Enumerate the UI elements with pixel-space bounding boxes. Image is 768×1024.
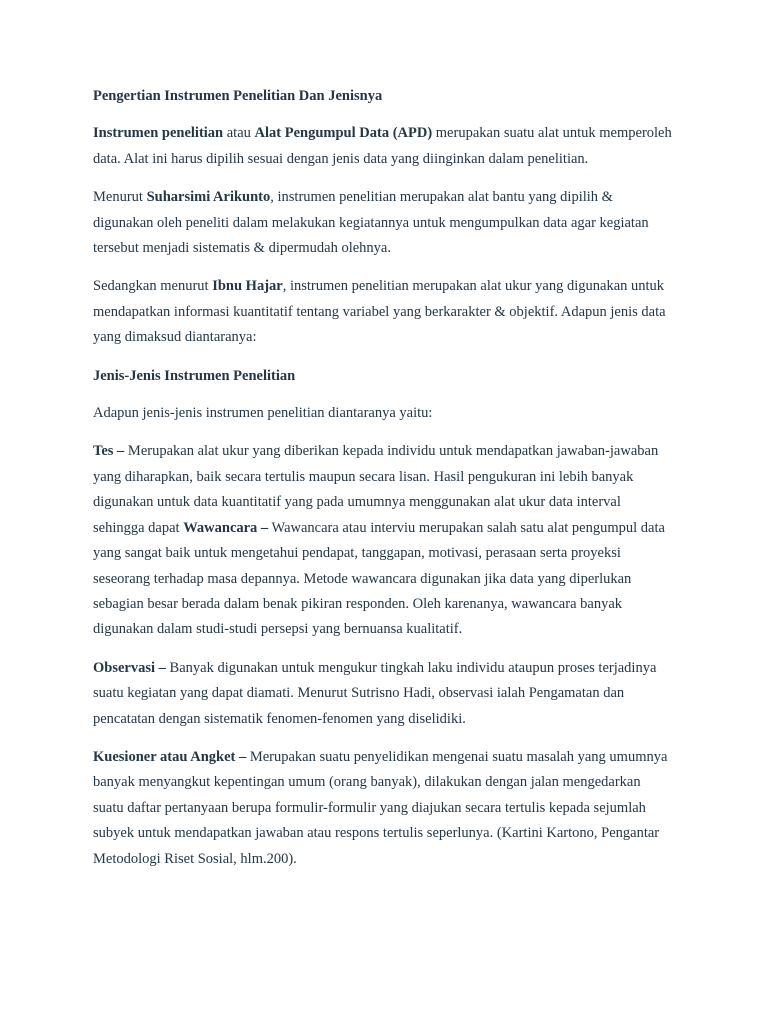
paragraph-text: , instrumen penelitian merupakan alat bantu yang dipilih & digunakan oleh peneliti dalam melakukan kegiatannya untuk mengumpulkan data agar kegiatan tersebut menjadi sistematis & dipermudah olehnya. (93, 189, 649, 257)
term-kuesioner: Kuesioner atau Angket – (93, 748, 247, 765)
paragraph-text: , instrumen penelitian merupakan alat ukur yang digunakan untuk mendapatkan informasi kuantitatif tentang variabel yang berkarakter & objektif. Adapun jenis data yang dimaksud diantaranya: (93, 278, 666, 346)
paragraph-observasi (93, 656, 673, 732)
paragraph-text: Adapun jenis-jenis instrumen penelitian diantaranya yaitu: (93, 405, 433, 422)
paragraph-kuesioner (93, 745, 673, 872)
document-title (93, 84, 673, 109)
term-wawancara: Wawancara – (183, 519, 269, 536)
section-heading (93, 364, 673, 389)
paragraph-definition (93, 121, 673, 172)
paragraph-text: Merupakan alat ukur yang diberikan kepada individu untuk mendapatkan jawaban-jawaban yang diharapkan, baik secara tertulis maupun secara lisan. Hasil pengukuran ini lebih banyak digunakan untuk data kuantitatif yang pada umumnya menggunakan alat ukur data interval sehingga dapat (93, 443, 659, 536)
term-observasi: Observasi – (93, 659, 166, 676)
section-heading-text: Jenis-Jenis Instrumen Penelitian (93, 367, 296, 384)
paragraph-text: Menurut (93, 189, 147, 206)
paragraph-text: merupakan suatu alat untuk memperoleh data. Alat ini harus dipilih sesuai dengan jenis data yang diinginkan dalam penelitian. (93, 125, 672, 167)
term-tes: Tes – (93, 443, 125, 460)
paragraph-tes (93, 439, 673, 642)
paragraph-intro-jenis (93, 401, 673, 426)
paragraph-text: Sedangkan menurut (93, 278, 213, 295)
document-page (93, 84, 673, 885)
document-title-text: Pengertian Instrumen Penelitian Dan Jenisnya (93, 88, 383, 104)
author-name: Suharsimi Arikunto (146, 189, 271, 206)
paragraph-arikunto (93, 185, 673, 261)
paragraph-text: atau (223, 125, 255, 142)
term-instrumen-penelitian: Instrumen penelitian (93, 125, 224, 142)
author-name: Ibnu Hajar (212, 278, 283, 295)
paragraph-text: Wawancara atau interviu merupakan salah satu alat pengumpul data yang sangat baik untuk mengetahui pendapat, tanggapan, motivasi, perasaan serta proyeksi seseorang terhadap masa depannya. Metode wawancara digunakan jika data yang diperlukan sebagian besar berada dalam benak pikiran responden. Oleh karenanya, wawancara banyak digunakan dalam studi-studi persepsi yang bernuansa kualitatif. (93, 519, 665, 638)
paragraph-text: Merupakan suatu penyelidikan mengenai suatu masalah yang umumnya banyak menyangkut kepentingan umum (orang banyak), dilakukan dengan jalan mengedarkan suatu daftar pertanyaan berupa formulir-formulir yang diajukan secara tertulis kepada sejumlah subyek untuk mendapatkan jawaban atau respons tertulis seperlunya. (Kartini Kartono, Pengantar Metodologi Riset Sosial, hlm.200). (93, 748, 668, 867)
paragraph-hajar (93, 274, 673, 350)
paragraph-text: Banyak digunakan untuk mengukur tingkah laku individu ataupun proses terjadinya suatu kegiatan yang dapat diamati. Menurut Sutrisno Hadi, observasi ialah Pengamatan dan pencatatan dengan sistematik fenomen-fenomen yang diselidiki. (93, 659, 657, 727)
term-alat-pengumpul-data: Alat Pengumpul Data (APD) (254, 125, 433, 142)
